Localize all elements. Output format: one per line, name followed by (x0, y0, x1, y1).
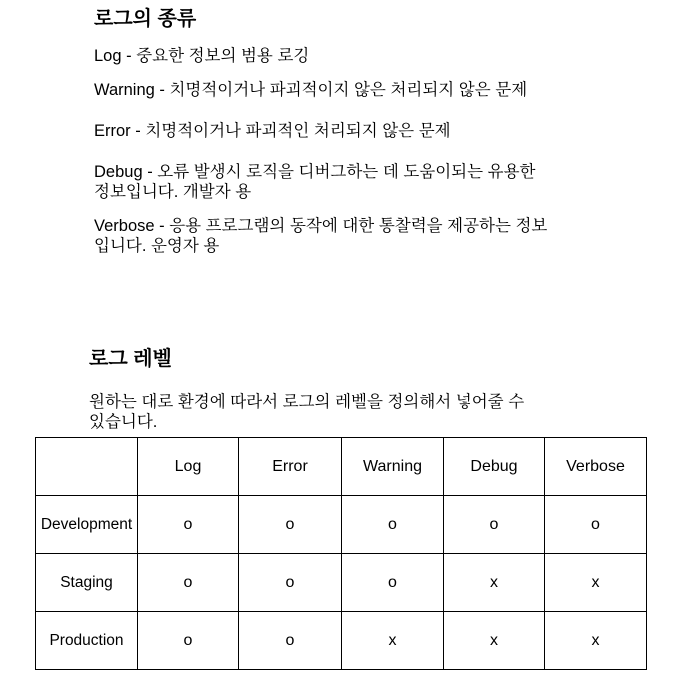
table-cell: o (342, 496, 444, 554)
log-type-item (94, 162, 535, 202)
column-header-log: Log (138, 438, 239, 496)
log-type-item (94, 80, 527, 100)
table-cell: o (138, 554, 239, 612)
table-row (36, 612, 647, 670)
row-label-development: Development (36, 496, 138, 554)
table-cell: o (138, 496, 239, 554)
table-corner-cell (36, 438, 138, 496)
log-type-item (94, 121, 451, 141)
table-cell: o (444, 496, 545, 554)
description-line: 있습니다. (89, 413, 158, 431)
log-type-line: 입니다. 운영자 용 (94, 237, 220, 255)
table-cell: x (545, 554, 647, 612)
column-header-error: Error (239, 438, 342, 496)
column-header-warning: Warning (342, 438, 444, 496)
table-header-row (36, 438, 647, 496)
log-type-line: Warning - 치명적이거나 파괴적이지 않은 처리되지 않은 문제 (94, 81, 528, 99)
table-cell: x (545, 612, 647, 670)
log-level-table (35, 437, 647, 670)
column-header-verbose: Verbose (545, 438, 647, 496)
log-levels-description (89, 392, 524, 432)
row-label-staging: Staging (36, 554, 138, 612)
log-type-line: Verbose - 응용 프로그램의 동작에 대한 통찰력을 제공하는 정보 (94, 217, 548, 235)
table-row (36, 496, 647, 554)
table-cell: x (444, 612, 545, 670)
table-cell: o (239, 612, 342, 670)
column-header-debug: Debug (444, 438, 545, 496)
table-cell: x (342, 612, 444, 670)
table-cell: o (138, 612, 239, 670)
log-type-line: Error - 치명적이거나 파괴적인 처리되지 않은 문제 (94, 122, 451, 140)
log-levels-heading: 로그 레벨 (89, 348, 172, 370)
row-label-production: Production (36, 612, 138, 670)
log-type-line: 정보입니다. 개발자 용 (94, 183, 252, 201)
log-type-item (94, 46, 309, 66)
log-type-line: Log - 중요한 정보의 범용 로깅 (94, 47, 310, 65)
description-line: 원하는 대로 환경에 따라서 로그의 레벨을 정의해서 넣어줄 수 (89, 393, 525, 411)
table-cell: o (239, 496, 342, 554)
table-cell: o (342, 554, 444, 612)
table-cell: o (239, 554, 342, 612)
table-cell: x (444, 554, 545, 612)
log-type-item (94, 216, 547, 256)
log-type-line: Debug - 오류 발생시 로직을 디버그하는 데 도움이되는 유용한 (94, 163, 536, 181)
log-types-heading: 로그의 종류 (94, 8, 197, 30)
table-row (36, 554, 647, 612)
table-cell: o (545, 496, 647, 554)
